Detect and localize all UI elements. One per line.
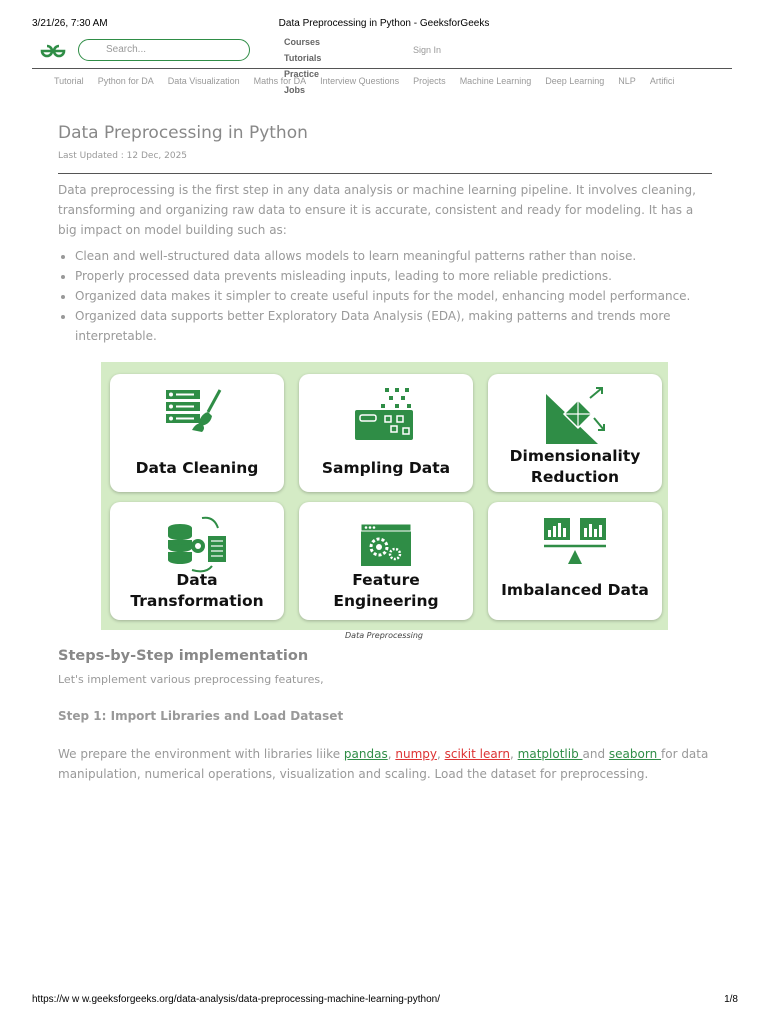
subnav-item-deep-learning[interactable]: Deep Learning [545,76,605,86]
list-item: • Organized data makes it simpler to create useful inputs for the model, enhancing model performance. [75,286,715,306]
title-divider [58,173,712,174]
card-label: Dimensionality [509,447,641,465]
preprocessing-figure [101,362,668,630]
card-dimensionality-reduction [488,374,662,492]
separator: , [510,747,518,761]
step1-text: We prepare the environment with libraries liike [58,747,344,761]
menu-item-tutorials[interactable]: Tutorials [284,53,322,63]
subnav-item-nlp[interactable]: NLP [618,76,636,86]
card-label: Transformation [130,592,264,610]
link-pandas[interactable]: pandas [343,747,388,761]
card-label: Data Cleaning [135,459,259,477]
subnav-item-projects[interactable]: Projects [413,76,446,86]
card-label: Feature [352,571,420,589]
data-transformation-icon [162,514,232,574]
card-label: Engineering [333,592,439,610]
data-cleaning-icon [162,386,232,436]
print-title: Data Preprocessing in Python - GeeksforGeeks [278,18,490,29]
menu-item-jobs[interactable]: Jobs [284,85,306,95]
menu-item-courses[interactable]: Courses [284,37,321,47]
card-label: Reduction [530,468,620,486]
step1-text-after: for data manipulation, numerical operations, visualization and scaling. Load the dataset for preprocessing. [58,747,709,781]
menu-item-practice[interactable]: Practice [284,69,320,79]
sampling-data-icon [351,386,421,442]
step1-heading: Step 1: Import Libraries and Load Dataset [58,709,344,723]
benefits-list [58,246,715,346]
card-sampling-data [299,374,473,492]
step1-paragraph [58,744,710,784]
section-intro: Let's implement various preprocessing features, [58,673,324,686]
sub-navigation [54,76,732,92]
list-item: • Clean and well-structured data allows models to learn meaningful patterns rather than noise. [75,246,715,266]
card-data-transformation [110,502,284,620]
separator: , [436,747,445,761]
print-header [0,18,768,32]
card-data-cleaning [110,374,284,492]
search-input[interactable]: Search... [78,39,250,61]
card-label: Data [176,571,218,589]
link-numpy[interactable]: numpy [395,747,437,761]
print-url: https://w w w.geeksforgeeks.org/data-analysis/data-preprocessing-machine-learning-python/ [32,994,440,1005]
subnav-item-interview-questions[interactable]: Interview Questions [320,76,400,86]
figure-caption: Data Preprocessing [345,631,423,640]
card-label: Imbalanced Data [501,581,649,599]
and-text: and [582,747,609,761]
subnav-item-machine-learning[interactable]: Machine Learning [459,76,532,86]
list-item: • Properly processed data prevents misleading inputs, leading to more reliable predictions. [75,266,715,286]
separator: , [387,747,396,761]
imbalanced-data-icon [540,514,610,570]
link-scikit-learn[interactable]: scikit learn [444,747,511,761]
subnav-item-data-visualization[interactable]: Data Visualization [167,76,240,86]
print-footer [0,994,768,1008]
print-page-number: 1/8 [724,994,738,1005]
link-seaborn[interactable]: seaborn [608,747,661,761]
subnav-item-artificial[interactable]: Artifici [649,76,675,86]
gfg-logo-icon[interactable] [36,42,70,60]
section-heading: Steps-by-Step implementation [58,648,309,664]
card-imbalanced-data [488,502,662,620]
card-feature-engineering [299,502,473,620]
print-datetime: 3/21/26, 7:30 AM [32,18,108,29]
last-updated: Last Updated : 12 Dec, 2025 [58,151,188,161]
subnav-item-python-for-da[interactable]: Python for DA [97,76,154,86]
dimensionality-reduction-icon [540,386,610,446]
feature-engineering-icon [351,514,421,570]
intro-paragraph: Data preprocessing is the first step in any data analysis or machine learning pipeline. It involves cleaning, transforming and organizing raw data to ensure it is accurate, consistent and ready for modeling. It has a big impact on model building such as: [58,183,696,237]
list-item: • Organized data supports better Exploratory Data Analysis (EDA), making patterns and trends more interpretable. [75,306,715,346]
article-title: Data Preprocessing in Python [58,123,308,143]
subnav-item-tutorial[interactable]: Tutorial [54,76,84,86]
sign-in-link[interactable]: Sign In [413,45,442,55]
subnav-item-maths-for-da[interactable]: Maths for DA [253,76,307,86]
card-label: Sampling Data [321,459,451,477]
link-matplotlib[interactable]: matplotlib [517,747,583,761]
